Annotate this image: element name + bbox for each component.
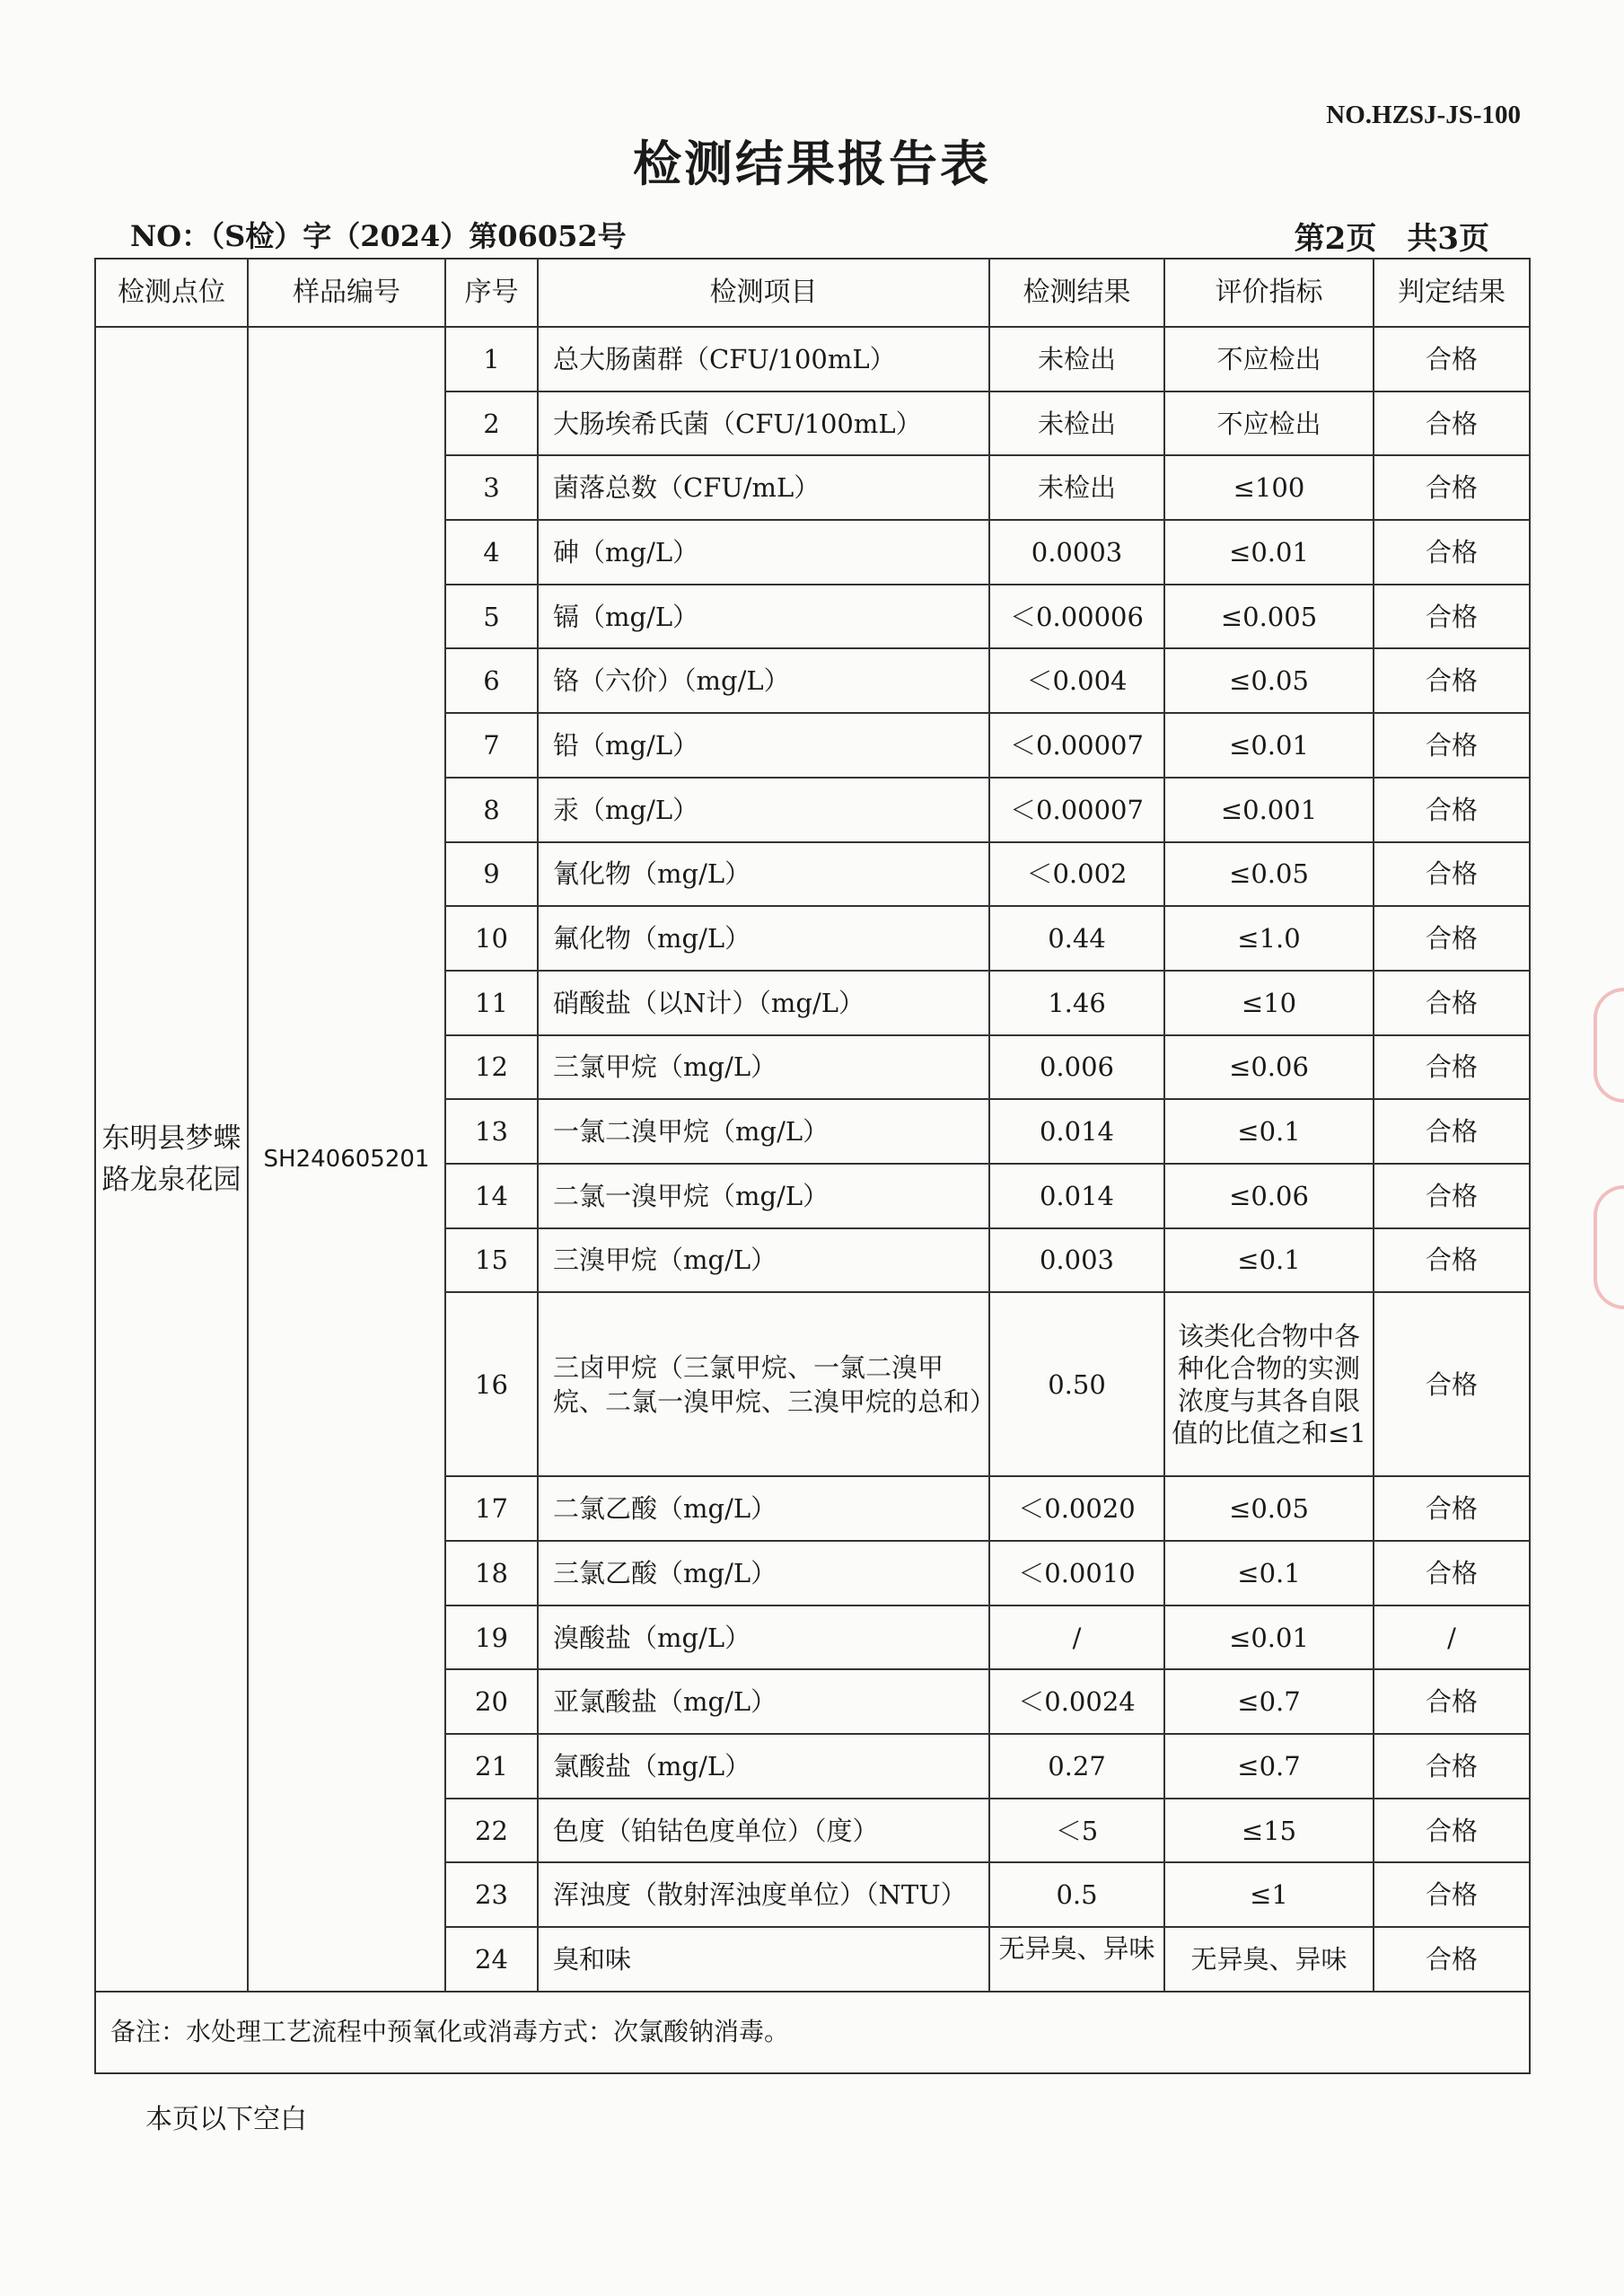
result-cell: ＜0.004	[989, 648, 1164, 713]
row-number-cell: 18	[445, 1541, 538, 1605]
test-item-cell: 铅（mg/L）	[538, 713, 989, 778]
verdict-cell: 合格	[1374, 1927, 1530, 1992]
verdict-cell: 合格	[1374, 1476, 1530, 1541]
result-cell: 未检出	[989, 391, 1164, 456]
limit-cell: ≤0.01	[1164, 520, 1374, 585]
limit-cell: ≤1.0	[1164, 906, 1374, 971]
row-number-cell: 1	[445, 327, 538, 391]
row-number-cell: 7	[445, 713, 538, 778]
limit-cell: ≤15	[1164, 1799, 1374, 1863]
row-number-cell: 8	[445, 778, 538, 842]
limit-cell: ≤0.05	[1164, 842, 1374, 907]
verdict-cell: 合格	[1374, 842, 1530, 907]
result-cell: 0.014	[989, 1099, 1164, 1164]
test-item-cell: 浑浊度（散射浑浊度单位）（NTU）	[538, 1862, 989, 1927]
report-number: NO：（S检）字（2024）第06052号	[130, 219, 627, 253]
row-number-cell: 6	[445, 648, 538, 713]
test-item-cell: 三氯乙酸（mg/L）	[538, 1541, 989, 1605]
test-item-cell: 总大肠菌群（CFU/100mL）	[538, 327, 989, 391]
test-item-cell: 一氯二溴甲烷（mg/L）	[538, 1099, 989, 1164]
test-item-cell: 臭和味	[538, 1927, 989, 1992]
verdict-cell: /	[1374, 1605, 1530, 1670]
test-item-cell: 硝酸盐（以N计）（mg/L）	[538, 971, 989, 1035]
verdict-cell: 合格	[1374, 520, 1530, 585]
header-sample-id: 样品编号	[248, 259, 445, 327]
row-number-cell: 2	[445, 391, 538, 456]
row-number-cell: 4	[445, 520, 538, 585]
result-cell: ＜0.0020	[989, 1476, 1164, 1541]
row-number-cell: 12	[445, 1035, 538, 1100]
verdict-cell: 合格	[1374, 1734, 1530, 1799]
verdict-cell: 合格	[1374, 1164, 1530, 1228]
limit-cell: ≤0.1	[1164, 1228, 1374, 1293]
limit-cell: ≤100	[1164, 455, 1374, 520]
result-cell: ＜0.0024	[989, 1669, 1164, 1734]
test-item-cell: 砷（mg/L）	[538, 520, 989, 585]
limit-cell: ≤0.005	[1164, 585, 1374, 649]
verdict-cell: 合格	[1374, 1541, 1530, 1605]
result-cell: 0.014	[989, 1164, 1164, 1228]
limit-cell: ≤0.05	[1164, 1476, 1374, 1541]
stamp-edge-mark	[1593, 988, 1624, 1103]
test-item-cell: 三卤甲烷（三氯甲烷、一氯二溴甲烷、二氯一溴甲烷、三溴甲烷的总和）	[538, 1292, 989, 1476]
row-number-cell: 22	[445, 1799, 538, 1863]
result-cell	[989, 1927, 1164, 1992]
header-no: 序号	[445, 259, 538, 327]
header-result: 检测结果	[989, 259, 1164, 327]
limit-cell: 不应检出	[1164, 327, 1374, 391]
header-item: 检测项目	[538, 259, 989, 327]
verdict-cell: 合格	[1374, 971, 1530, 1035]
result-cell: 0.006	[989, 1035, 1164, 1100]
verdict-cell: 合格	[1374, 455, 1530, 520]
limit-cell: 不应检出	[1164, 391, 1374, 456]
limit-cell: ≤0.001	[1164, 778, 1374, 842]
limit-cell: ≤0.05	[1164, 648, 1374, 713]
test-item-cell: 汞（mg/L）	[538, 778, 989, 842]
verdict-cell: 合格	[1374, 1669, 1530, 1734]
row-number-cell: 17	[445, 1476, 538, 1541]
verdict-cell: 合格	[1374, 713, 1530, 778]
verdict-cell: 合格	[1374, 1799, 1530, 1863]
limit-cell: 无异臭、异味	[1164, 1927, 1374, 1992]
limit-cell: ≤0.7	[1164, 1669, 1374, 1734]
header-location: 检测点位	[95, 259, 248, 327]
test-item-cell: 二氯乙酸（mg/L）	[538, 1476, 989, 1541]
result-cell: 1.46	[989, 971, 1164, 1035]
row-number-cell: 21	[445, 1734, 538, 1799]
row-number-cell: 16	[445, 1292, 538, 1476]
result-cell: 未检出	[989, 455, 1164, 520]
row-number-cell: 3	[445, 455, 538, 520]
result-cell: ＜0.00006	[989, 585, 1164, 649]
row-number-cell: 19	[445, 1605, 538, 1670]
verdict-cell: 合格	[1374, 1035, 1530, 1100]
result-cell: 0.44	[989, 906, 1164, 971]
result-cell: 0.50	[989, 1292, 1164, 1476]
verdict-cell: 合格	[1374, 1862, 1530, 1927]
test-item-cell: 三溴甲烷（mg/L）	[538, 1228, 989, 1293]
location-cell: 东明县梦蝶路龙泉花园	[95, 327, 248, 1992]
row-number-cell: 11	[445, 971, 538, 1035]
test-item-cell: 铬（六价）（mg/L）	[538, 648, 989, 713]
test-item-cell: 二氯一溴甲烷（mg/L）	[538, 1164, 989, 1228]
blank-note: 本页以下空白	[145, 2104, 307, 2135]
row-number-cell: 23	[445, 1862, 538, 1927]
result-cell: ＜0.0010	[989, 1541, 1164, 1605]
page-indicator: 第2页 共3页	[1294, 221, 1489, 257]
row-number-cell: 20	[445, 1669, 538, 1734]
result-cell: 0.003	[989, 1228, 1164, 1293]
stamp-edge-mark	[1593, 1185, 1624, 1309]
row-number-cell: 14	[445, 1164, 538, 1228]
header-limit: 评价指标	[1164, 259, 1374, 327]
limit-cell: ≤0.7	[1164, 1734, 1374, 1799]
result-cell: ＜0.00007	[989, 778, 1164, 842]
form-number: NO.HZSJ-JS-100	[1326, 101, 1521, 129]
test-item-cell: 色度（铂钴色度单位）（度）	[538, 1799, 989, 1863]
remark-text: 备注：水处理工艺流程中预氧化或消毒方式：次氯酸钠消毒。	[95, 1992, 1530, 2073]
result-cell: 未检出	[989, 327, 1164, 391]
test-item-cell: 氟化物（mg/L）	[538, 906, 989, 971]
test-item-cell: 氯酸盐（mg/L）	[538, 1734, 989, 1799]
test-item-cell: 大肠埃希氏菌（CFU/100mL）	[538, 391, 989, 456]
results-table	[94, 258, 1531, 2074]
verdict-cell: 合格	[1374, 1228, 1530, 1293]
result-cell: /	[989, 1605, 1164, 1670]
page-title: 检测结果报告表	[633, 135, 991, 192]
table-header-row	[95, 259, 1530, 327]
test-item-cell: 氰化物（mg/L）	[538, 842, 989, 907]
limit-cell: ≤0.01	[1164, 713, 1374, 778]
limit-cell: ≤0.01	[1164, 1605, 1374, 1670]
row-number-cell: 13	[445, 1099, 538, 1164]
result-cell: 0.27	[989, 1734, 1164, 1799]
verdict-cell: 合格	[1374, 1099, 1530, 1164]
test-item-cell: 镉（mg/L）	[538, 585, 989, 649]
verdict-cell: 合格	[1374, 778, 1530, 842]
row-number-cell: 5	[445, 585, 538, 649]
limit-cell: ≤0.06	[1164, 1164, 1374, 1228]
row-number-cell: 15	[445, 1228, 538, 1293]
verdict-cell: 合格	[1374, 906, 1530, 971]
row-number-cell: 24	[445, 1927, 538, 1992]
table-row	[95, 327, 1530, 391]
limit-cell: ≤0.1	[1164, 1099, 1374, 1164]
verdict-cell: 合格	[1374, 1292, 1530, 1476]
result-cell: 0.5	[989, 1862, 1164, 1927]
verdict-cell: 合格	[1374, 391, 1530, 456]
header-verdict: 判定结果	[1374, 259, 1530, 327]
limit-cell: ≤10	[1164, 971, 1374, 1035]
sample-id-cell: SH240605201	[248, 327, 445, 1992]
limit-cell: ≤1	[1164, 1862, 1374, 1927]
row-number-cell: 9	[445, 842, 538, 907]
row-number-cell: 10	[445, 906, 538, 971]
result-text: 无异臭、异味	[998, 1933, 1155, 1965]
verdict-cell: 合格	[1374, 648, 1530, 713]
verdict-cell: 合格	[1374, 585, 1530, 649]
result-cell: ＜5	[989, 1799, 1164, 1863]
limit-cell: 该类化合物中各种化合物的实测浓度与其各自限值的比值之和≤1	[1164, 1292, 1374, 1476]
test-item-cell: 亚氯酸盐（mg/L）	[538, 1669, 989, 1734]
test-item-cell: 溴酸盐（mg/L）	[538, 1605, 989, 1670]
remark-row	[95, 1992, 1530, 2073]
result-cell: 0.0003	[989, 520, 1164, 585]
result-cell: ＜0.002	[989, 842, 1164, 907]
limit-cell: ≤0.06	[1164, 1035, 1374, 1100]
test-item-cell: 菌落总数（CFU/mL）	[538, 455, 989, 520]
verdict-cell: 合格	[1374, 327, 1530, 391]
limit-cell: ≤0.1	[1164, 1541, 1374, 1605]
result-cell: ＜0.00007	[989, 713, 1164, 778]
test-item-cell: 三氯甲烷（mg/L）	[538, 1035, 989, 1100]
